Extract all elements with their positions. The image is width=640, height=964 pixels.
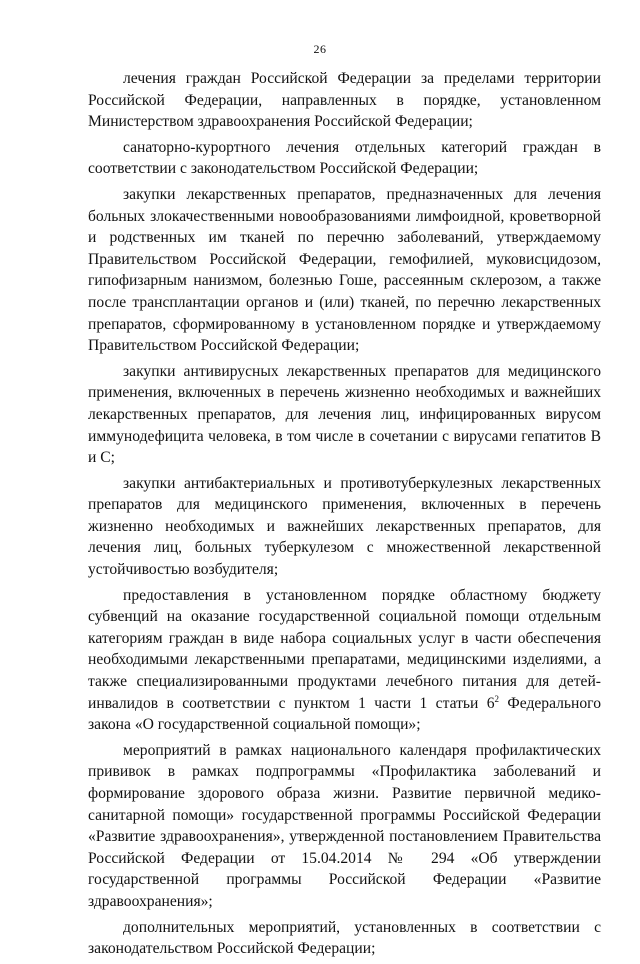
document-body xyxy=(88,68,601,964)
paragraph-3: закупки лекарственных препаратов, предназначенных для лечения больных злокачественными новообразованиями лимфоидной, кроветворной и родственных им тканей по перечню заболеваний, утверждаемому Правительством Российской Федерации, гемофилией, муковисцидозом, гипофизарным нанизмом, болезнью Гоше, рассеянным склерозом, а также после трансплантации органов и (или) тканей, по перечню лекарственных препаратов, сформированному в установленном порядке и утверждаемому Правительством Российской Федерации; xyxy=(88,185,601,355)
paragraph-6-text: предоставления в установленном порядке областному бюджету субвенций на оказание государственной социальной помощи отдельным категориям граждан в виде набора социальных услуг в части обеспечения необходимыми лекарственными препаратами, медицинскими изделиями, а также специализированными продуктами лечебного питания для детей-инвалидов в соответствии с пунктом 1 части 1 статьи 6 xyxy=(88,586,601,712)
paragraph-8: дополнительных мероприятий, установленных в соответствии с законодательством Российской Федерации; xyxy=(88,918,601,958)
article-superscript: 2 xyxy=(494,693,500,704)
paragraph-7: мероприятий в рамках национального календаря профилактических прививок в рамках подпрограммы «Профилактика заболеваний и формирование здорового образа жизни. Развитие первичной медико-санитарной помощи» государственной программы Российской Федерации «Развитие здравоохранения», утвержденной постановлением Правительства Российской Федерации от 15.04.2014 № 294 «Об утверждении государственной программы Российской Федерации «Развитие здравоохранения»; xyxy=(88,741,601,910)
paragraph-2: санаторно-курортного лечения отдельных категорий граждан в соответствии с законодательством Российской Федерации; xyxy=(88,138,601,178)
page-number: 26 xyxy=(313,42,327,56)
paragraph-6-text-end: Федерального закона «О государственной социальной помощи»; xyxy=(88,694,601,734)
paragraph-5: закупки антибактериальных и противотуберкулезных лекарственных препаратов для медицинского применения, включенных в перечень жизненно необходимых и важнейших лекарственных препаратов, для лечения лиц, больных туберкулезом с множественной лекарственной устойчивостью возбудителя; xyxy=(88,474,601,579)
paragraph-1: лечения граждан Российской Федерации за пределами территории Российской Федерации, направленных в порядке, установленном Министерством здравоохранения Российской Федерации; xyxy=(88,70,601,131)
paragraph-4: закупки антивирусных лекарственных препаратов для медицинского применения, включенных в перечень жизненно необходимых и важнейших лекарственных препаратов, для лечения лиц, инфицированных вирусом иммунодефицита человека, в том числе в сочетании с вирусами гепатитов B и C; xyxy=(88,362,601,467)
paragraph-6 xyxy=(88,585,601,736)
